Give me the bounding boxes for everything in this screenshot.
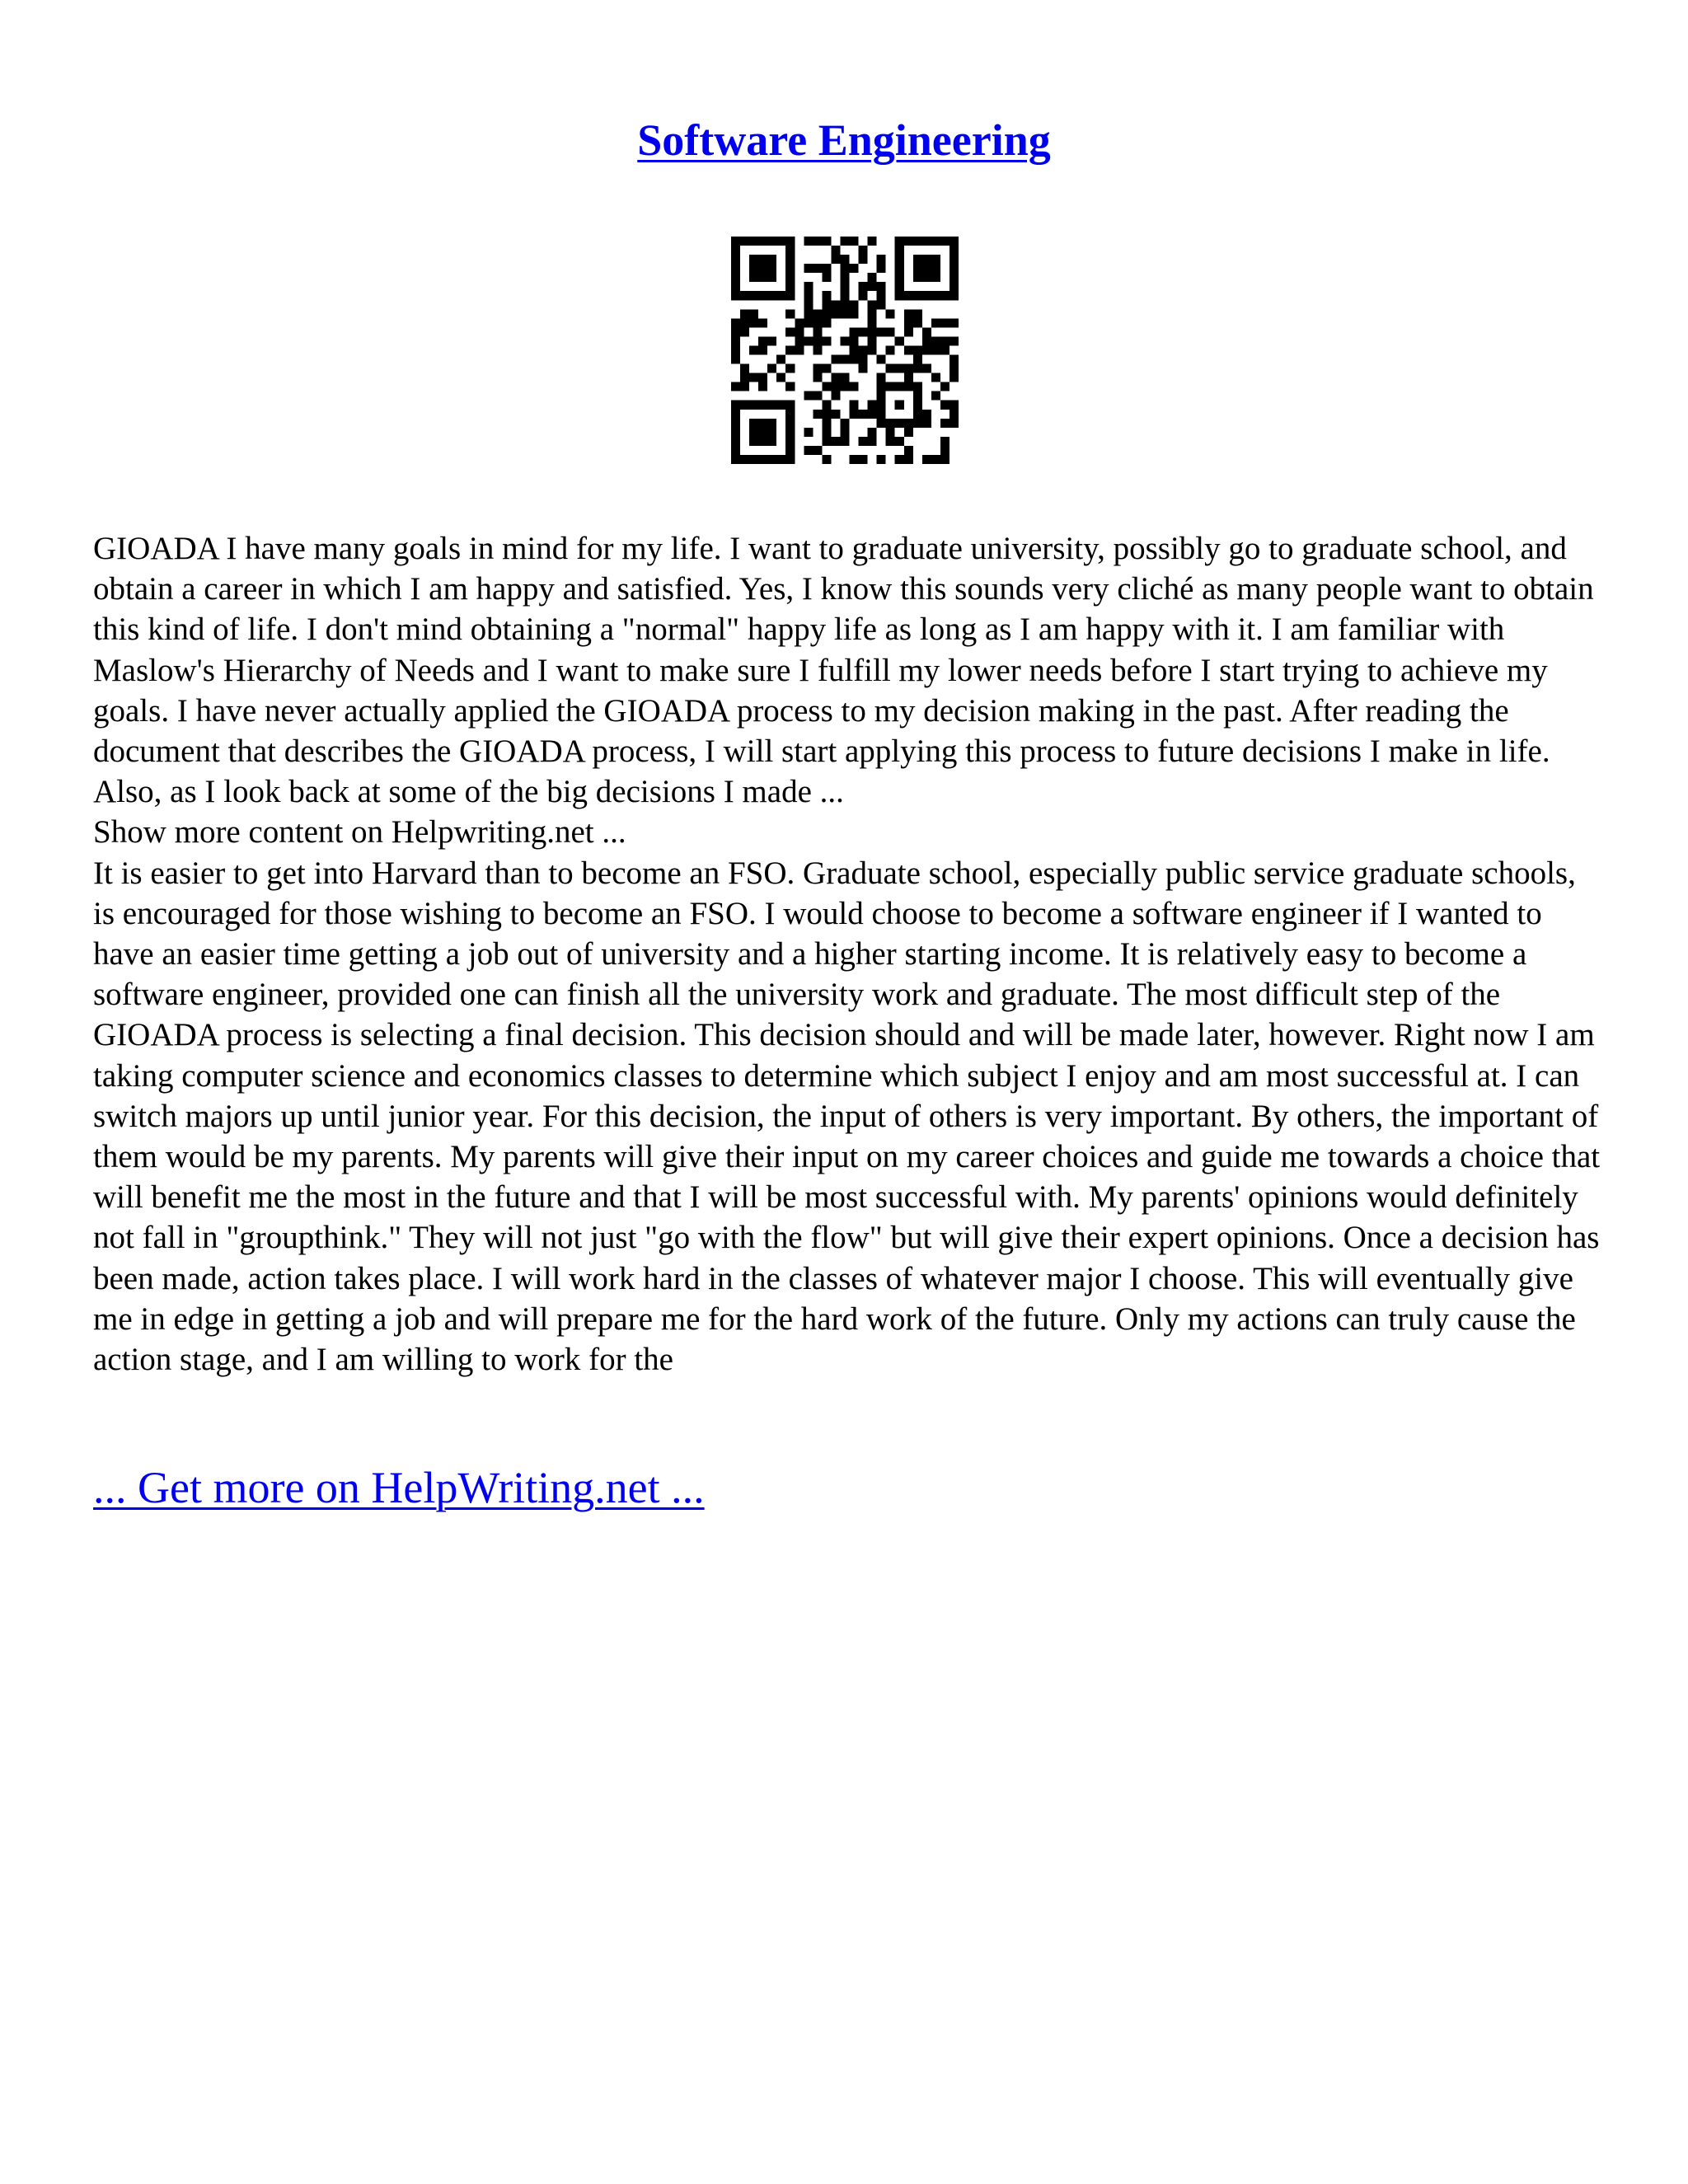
show-more-text: Show more content on Helpwriting.net ... — [93, 814, 626, 851]
title-link[interactable]: Software Engineering — [637, 115, 1051, 165]
body-text — [93, 528, 1601, 1380]
paragraph-main: It is easier to get into Harvard than to become an FSO. Graduate school, especially public service graduate schools, is encouraged for those wishing to become an FSO. I would choose to become a software engineer if I wanted to have an easier time getting a job out of university and a higher starting income. It is relatively easy to become a software engineer, provided one can finish all the university work and graduate. The most difficult step of the GIOADA process is selecting a final decision. This decision should and will be made later, however. Right now I am taking computer science and economics classes to determine which subject I enjoy and am most successful at. I can switch majors up until junior year. For this decision, the input of others is very important. By others, the important of them would be my parents. My parents will give their input on my career choices and guide me towards a choice that will benefit me the most in the future and that I will be most successful with. My parents' opinions would definitely not fall in "groupthink." They will not just "go with the flow" but will give their expert opinions. Once a decision has been made, action takes place. I will work hard in the classes of whatever major I choose. This will eventually give me in edge in getting a job and will prepare me for the hard work of the future. Only my actions can truly cause the action stage, and I am willing to work for the — [93, 855, 1601, 1378]
paragraph-intro: GIOADA I have many goals in mind for my life. I want to graduate university, possibly go to graduate school, and obtain a career in which I am happy and satisfied. Yes, I know this sounds very cliché as many people want to obtain this kind of life. I don't mind obtaining a "normal" happy life as long as I am happy with it. I am familiar with Maslow's Hierarchy of Needs and I want to make sure I fulfill my lower needs before I start trying to achieve my goals. I have never actually applied the GIOADA process to my decision making in the past. After reading the document that describes the GIOADA process, I will start applying this process to future decisions I make in life. Also, as I look back at some of the big decisions I made ... — [93, 531, 1594, 810]
qr-code-icon — [731, 237, 959, 464]
get-more-link[interactable]: ... Get more on HelpWriting.net ... — [93, 1463, 705, 1512]
get-more-container — [93, 1459, 705, 1516]
document-title — [0, 107, 1688, 173]
